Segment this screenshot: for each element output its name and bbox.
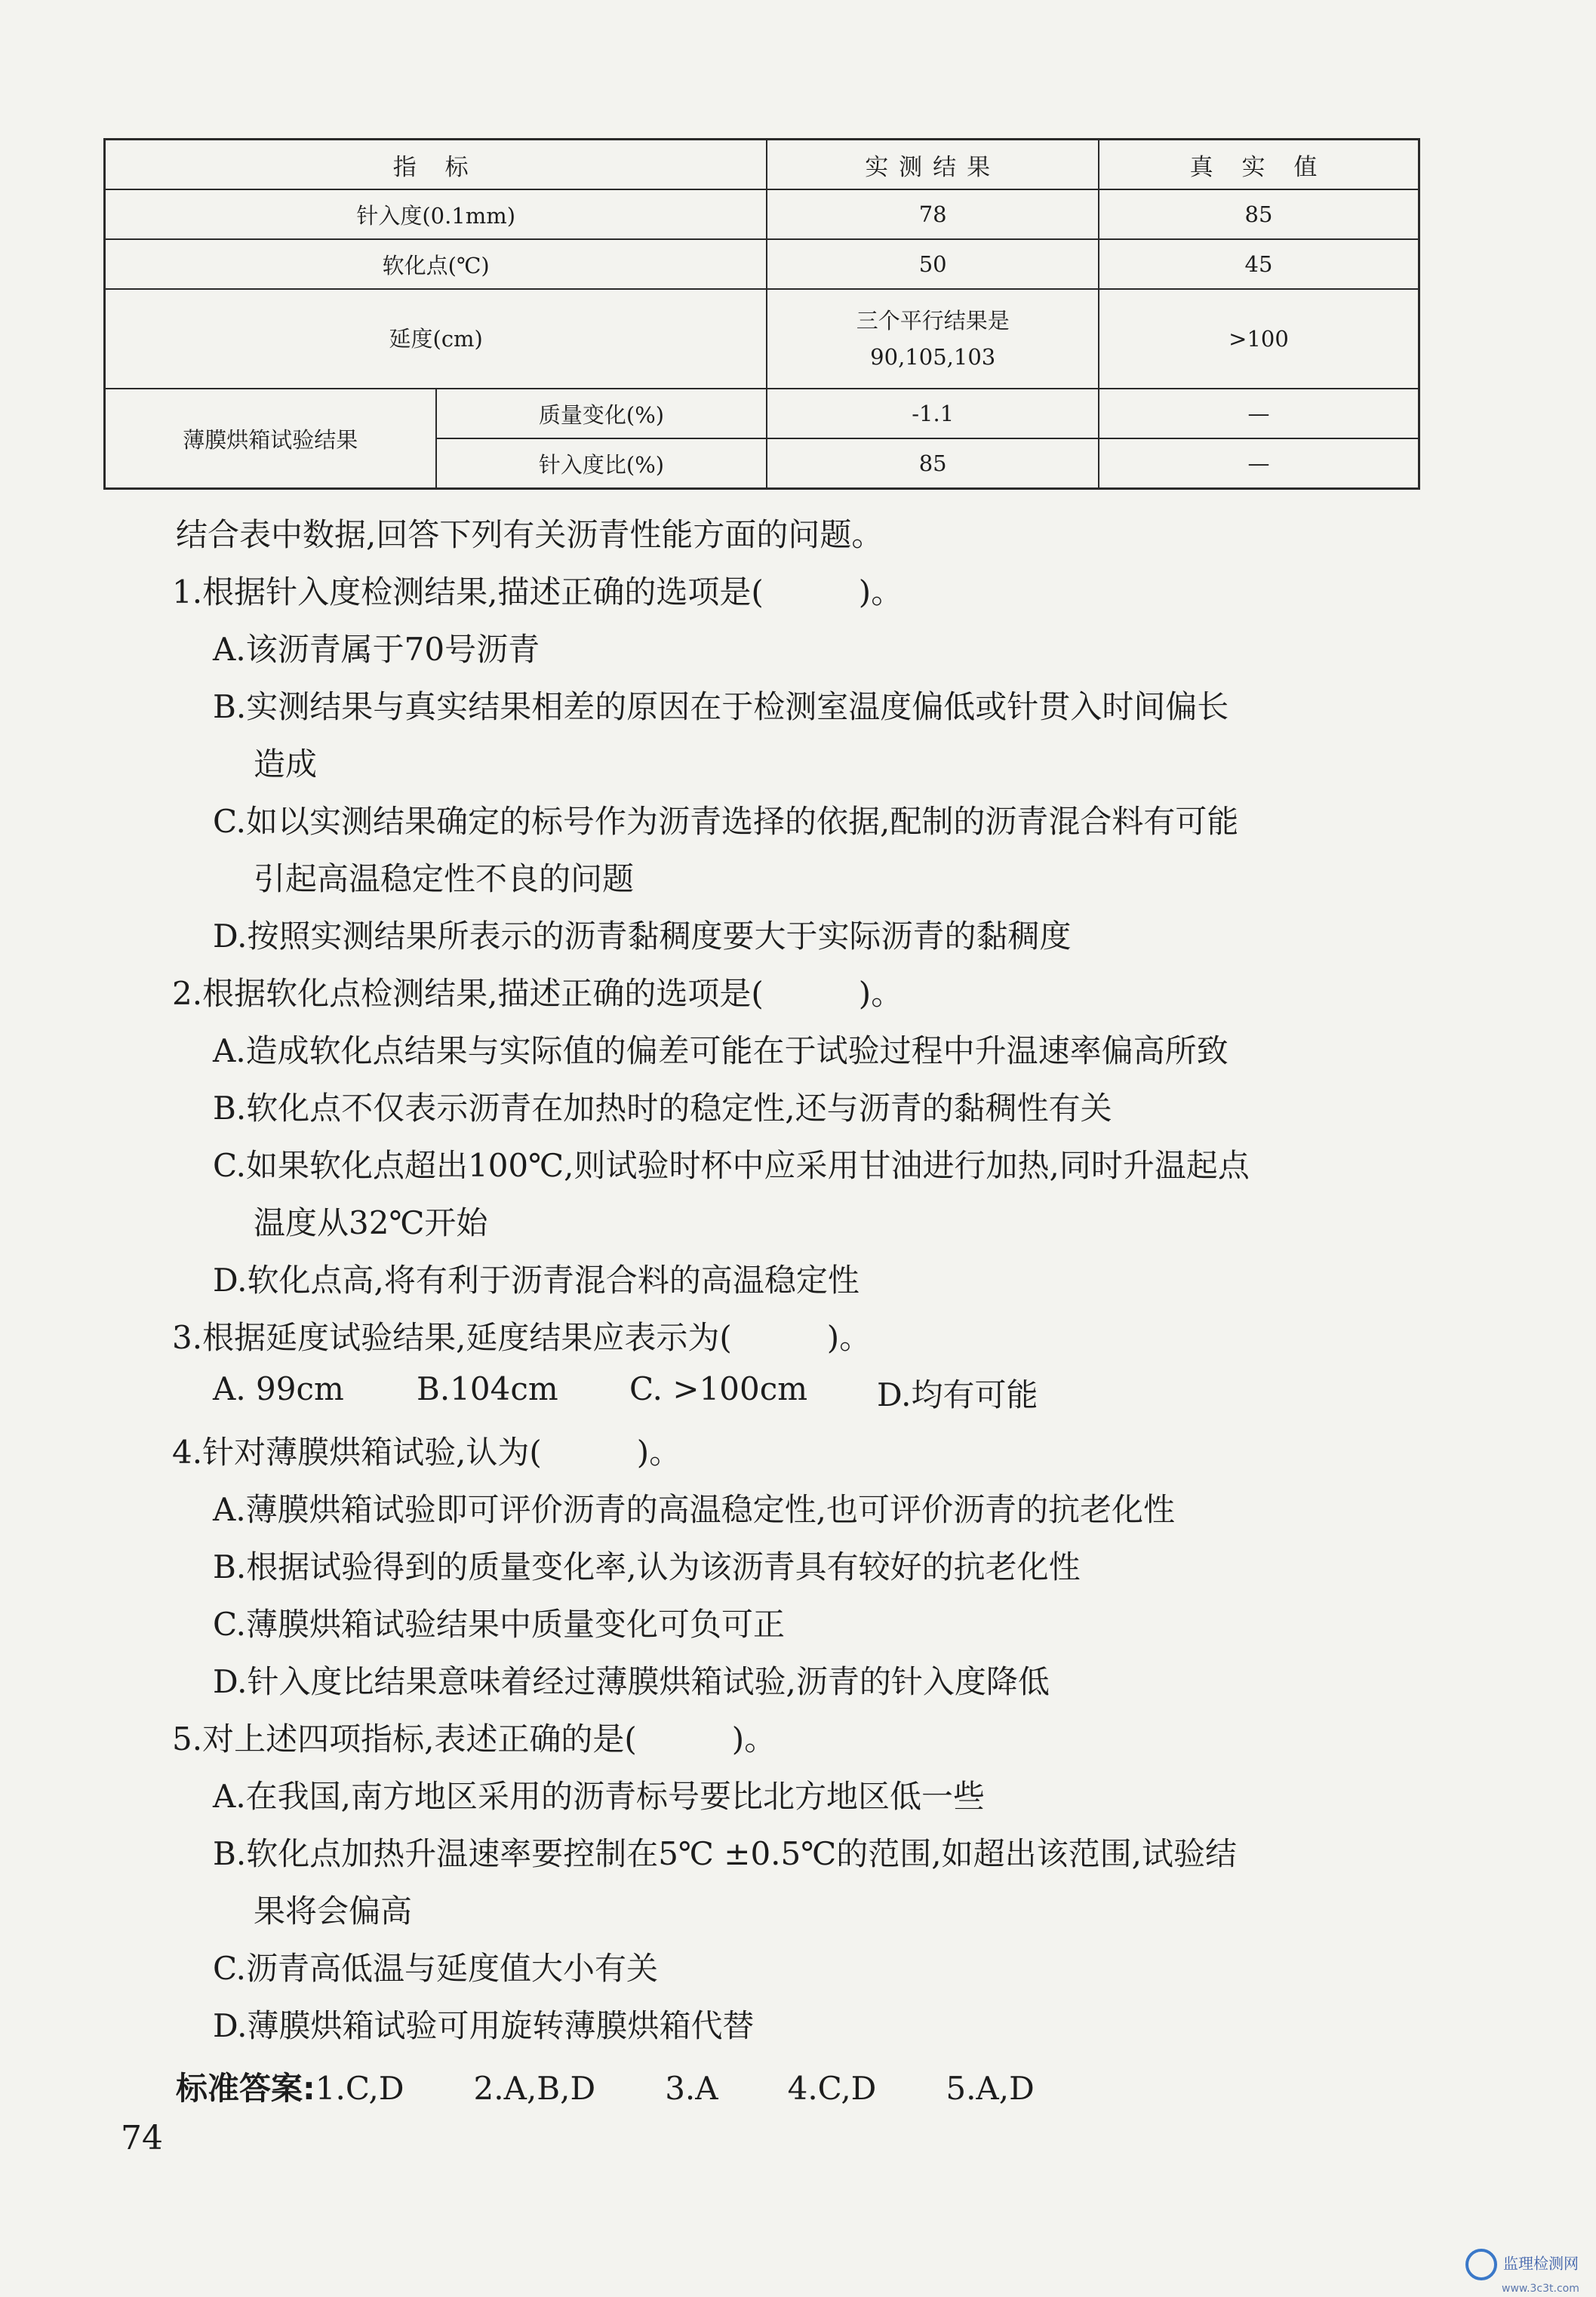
group-label: 薄膜烘箱试验结果 — [105, 389, 436, 489]
question-2-option-d: D.软化点高,将有利于沥青混合料的高温稳定性 — [213, 1262, 860, 1299]
answer-1: 1.C,D — [315, 2070, 404, 2107]
question-1-option-c: C.如以实测结果确定的标号作为沥青选择的依据,配制的沥青混合料有可能 — [213, 803, 1239, 840]
sub-row-label: 质量变化(%) — [436, 389, 767, 438]
question-5-option-d: D.薄膜烘箱试验可用旋转薄膜烘箱代替 — [213, 2007, 755, 2044]
row-true: 45 — [1099, 239, 1419, 289]
question-4-option-d: D.针入度比结果意味着经过薄膜烘箱试验,沥青的针入度降低 — [213, 1663, 1050, 1700]
question-1-option-c-cont: 引起高温稳定性不良的问题 — [254, 860, 635, 897]
question-2-option-b: B.软化点不仅表示沥青在加热时的稳定性,还与沥青的黏稠性有关 — [213, 1090, 1112, 1127]
question-1-stem: 1.根据针入度检测结果,描述正确的选项是( )。 — [172, 573, 903, 610]
question-4-option-a: A.薄膜烘箱试验即可评价沥青的高温稳定性,也可评价沥青的抗老化性 — [213, 1491, 1176, 1528]
row-true: 85 — [1099, 189, 1419, 239]
row-label: 延度(cm) — [105, 289, 767, 389]
question-5-stem: 5.对上述四项指标,表述正确的是( )。 — [172, 1720, 776, 1757]
answer-5: 5.A,D — [946, 2070, 1035, 2107]
question-4-option-b: B.根据试验得到的质量变化率,认为该沥青具有较好的抗老化性 — [213, 1548, 1081, 1585]
table-row — [105, 289, 1419, 389]
intro-text: 结合表中数据,回答下列有关沥青性能方面的问题。 — [176, 516, 884, 553]
row-true: — — [1099, 438, 1419, 489]
row-measured: 50 — [767, 239, 1099, 289]
row-measured: 85 — [767, 438, 1099, 489]
watermark — [1465, 2249, 1579, 2297]
answer-label: 标准答案: — [176, 2070, 315, 2107]
answer-3: 3.A — [665, 2070, 718, 2107]
row-measured-line1: 三个平行结果是 — [856, 308, 1010, 334]
row-measured — [767, 289, 1099, 389]
watermark-name: 监理检测网 — [1503, 2254, 1579, 2273]
answer-2: 2.A,B,D — [473, 2070, 596, 2107]
standard-answers — [176, 2064, 1104, 2109]
question-2-stem: 2.根据软化点检测结果,描述正确的选项是( )。 — [172, 975, 903, 1012]
question-3-options — [213, 1370, 1038, 1416]
header-indicator: 指 标 — [105, 140, 767, 190]
question-1-option-a: A.该沥青属于70号沥青 — [213, 631, 540, 668]
asphalt-test-table — [103, 138, 1420, 490]
header-measured: 实测结果 — [767, 140, 1099, 190]
question-1-option-b: B.实测结果与真实结果相差的原因在于检测室温度偏低或针贯入时间偏长 — [213, 688, 1229, 725]
page-number: 74 — [121, 2119, 163, 2157]
question-5-option-b: B.软化点加热升温速率要控制在5℃ ±0.5℃的范围,如超出该范围,试验结 — [213, 1835, 1237, 1872]
row-label: 软化点(℃) — [105, 239, 767, 289]
question-1-option-b-cont: 造成 — [254, 746, 318, 783]
question-3-option-a: A. 99cm — [213, 1370, 344, 1407]
question-3-stem: 3.根据延度试验结果,延度结果应表示为( )。 — [172, 1319, 872, 1356]
question-5-option-b-cont: 果将会偏高 — [254, 1893, 413, 1930]
row-true: >100 — [1099, 289, 1419, 389]
table-row — [105, 189, 1419, 239]
question-5-option-c: C.沥青高低温与延度值大小有关 — [213, 1950, 658, 1987]
question-5-option-a: A.在我国,南方地区采用的沥青标号要比北方地区低一些 — [213, 1778, 986, 1815]
question-3-option-c: C. >100cm — [629, 1370, 808, 1407]
question-2-option-c: C.如果软化点超出100℃,则试验时杯中应采用甘油进行加热,同时升温起点 — [213, 1147, 1250, 1184]
table-row — [105, 239, 1419, 289]
question-4-option-c: C.薄膜烘箱试验结果中质量变化可负可正 — [213, 1606, 785, 1643]
row-measured: 78 — [767, 189, 1099, 239]
sub-row-label: 针入度比(%) — [436, 438, 767, 489]
row-measured-line2: 90,105,103 — [870, 344, 996, 370]
watermark-logo-icon — [1465, 2249, 1497, 2280]
watermark-url: www.3c3t.com — [1502, 2283, 1579, 2295]
question-2-option-a: A.造成软化点结果与实际值的偏差可能在于试验过程中升温速率偏高所致 — [213, 1032, 1229, 1069]
row-true: — — [1099, 389, 1419, 438]
table-row — [105, 389, 1419, 438]
question-2-option-c-cont: 温度从32℃开始 — [254, 1204, 488, 1241]
question-4-stem: 4.针对薄膜烘箱试验,认为( )。 — [172, 1434, 681, 1471]
row-measured: -1.1 — [767, 389, 1099, 438]
question-1-option-d: D.按照实测结果所表示的沥青黏稠度要大于实际沥青的黏稠度 — [213, 918, 1072, 955]
question-3-option-b: B.104cm — [417, 1370, 558, 1407]
table-header-row — [105, 140, 1419, 190]
answer-4: 4.C,D — [787, 2070, 877, 2107]
row-label: 针入度(0.1mm) — [105, 189, 767, 239]
question-3-option-d: D.均有可能 — [877, 1376, 1038, 1413]
header-true-value: 真 实 值 — [1099, 140, 1419, 190]
